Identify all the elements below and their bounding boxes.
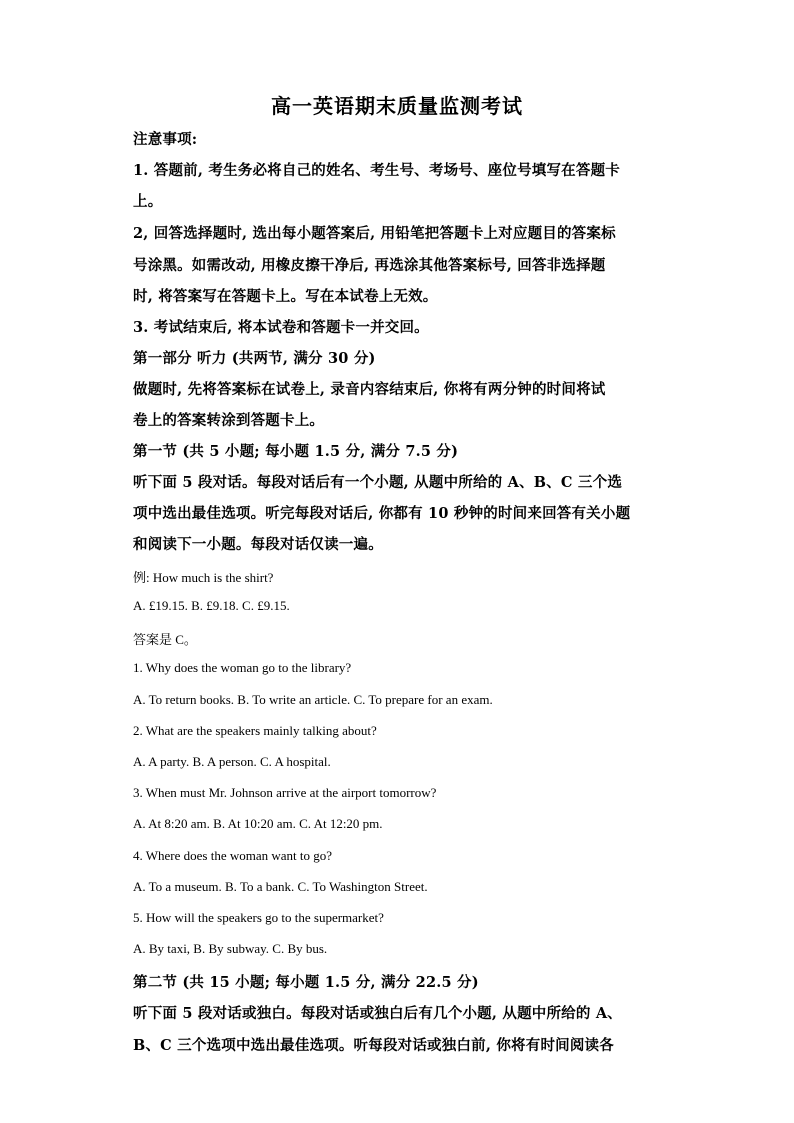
page-title: 高一英语期末质量监测考试 <box>271 94 523 118</box>
example-question: 例: How much is the shirt? <box>133 570 274 585</box>
notes-line-6: 3. 考试结束后, 将本试卷和答题卡一并交回。 <box>133 319 429 336</box>
notes-line-5: 时, 将答案写在答题卡上。写在本试卷上无效。 <box>133 288 438 305</box>
question-4-options: A. To a museum. B. To a bank. C. To Washington Street. <box>133 879 428 894</box>
part1-intro-1: 做题时, 先将答案标在试卷上, 录音内容结束后, 你将有两分钟的时间将试 <box>133 381 606 398</box>
notes-line-1: 1. 答题前, 考生务必将自己的姓名、考生号、考场号、座位号填写在答题卡 <box>133 162 620 179</box>
example-answer: 答案是 C。 <box>133 632 197 647</box>
notes-line-2: 上。 <box>133 193 163 210</box>
section1-intro-3: 和阅读下一小题。每段对话仅读一遍。 <box>133 536 383 553</box>
question-1-options: A. To return books. B. To write an article. C. To prepare for an exam. <box>133 692 493 707</box>
section2-intro-2: B、C 三个选项中选出最佳选项。听每段对话或独白前, 你将有时间阅读各 <box>133 1037 614 1054</box>
question-5: 5. How will the speakers go to the supermarket? <box>133 910 384 925</box>
example-options: A. £19.15. B. £9.18. C. £9.15. <box>133 598 290 613</box>
notes-heading: 注意事项: <box>133 131 198 148</box>
notes-line-4: 号涂黑。如需改动, 用橡皮擦干净后, 再选涂其他答案标号, 回答非选择题 <box>133 257 606 274</box>
section2-intro-1: 听下面 5 段对话或独白。每段对话或独白后有几个小题, 从题中所给的 A、 <box>133 1005 622 1022</box>
part1-heading: 第一部分 听力 (共两节, 满分 30 分) <box>133 350 376 367</box>
question-4: 4. Where does the woman want to go? <box>133 848 333 863</box>
question-2-options: A. A party. B. A person. C. A hospital. <box>133 754 331 769</box>
question-2: 2. What are the speakers mainly talking about? <box>133 723 377 738</box>
section2-heading: 第二节 (共 15 小题; 每小题 1.5 分, 满分 22.5 分) <box>133 974 479 991</box>
notes-line-3: 2, 回答选择题时, 选出每小题答案后, 用铅笔把答题卡上对应题目的答案标 <box>133 225 616 242</box>
question-5-options: A. By taxi, B. By subway. C. By bus. <box>133 941 328 956</box>
section1-heading: 第一节 (共 5 小题; 每小题 1.5 分, 满分 7.5 分) <box>133 443 459 460</box>
section1-intro-2: 项中选出最佳选项。听完每段对话后, 你都有 10 秒钟的时间来回答有关小题 <box>133 505 631 522</box>
question-1: 1. Why does the woman go to the library? <box>133 660 352 675</box>
part1-intro-2: 卷上的答案转涂到答题卡上。 <box>133 412 325 429</box>
question-3-options: A. At 8:20 am. B. At 10:20 am. C. At 12:20 pm. <box>133 816 383 831</box>
section1-intro-1: 听下面 5 段对话。每段对话后有一个小题, 从题中所给的 A、B、C 三个选 <box>133 474 623 491</box>
question-3: 3. When must Mr. Johnson arrive at the airport tomorrow? <box>133 785 437 800</box>
